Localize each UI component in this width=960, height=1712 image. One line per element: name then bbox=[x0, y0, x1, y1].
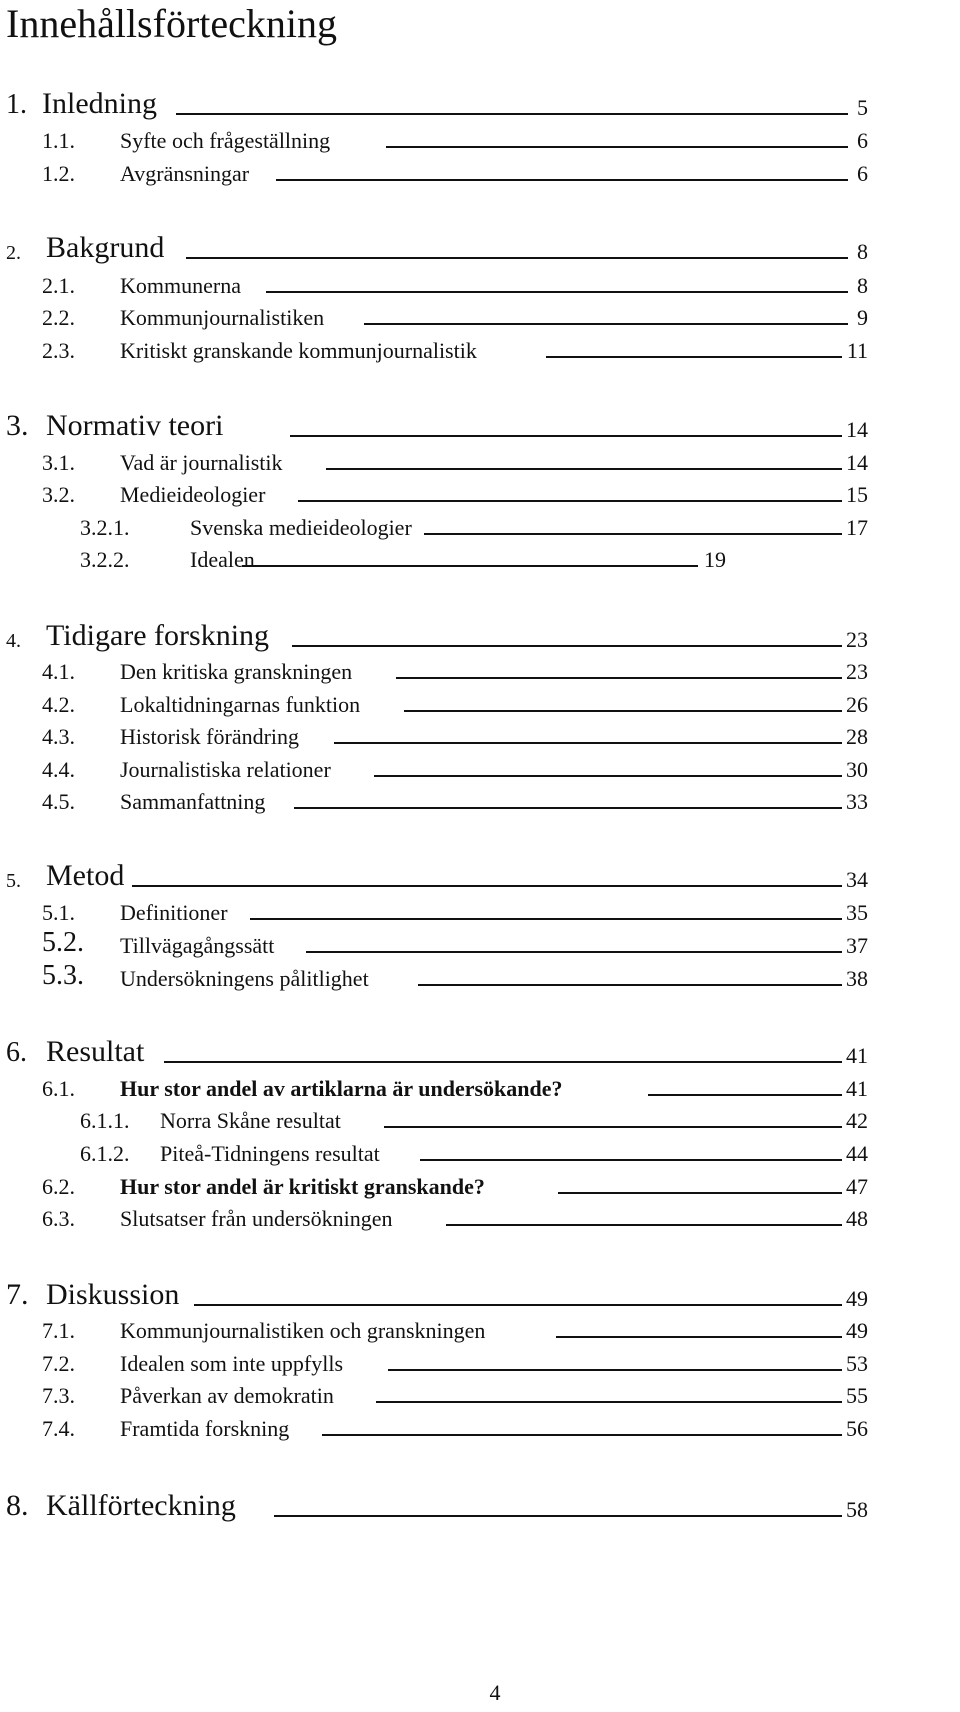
toc-leader-line bbox=[556, 1336, 842, 1338]
toc-entry-number: 6.1.1. bbox=[80, 1108, 130, 1133]
toc-entry-number: 4.1. bbox=[42, 659, 75, 684]
toc-entry bbox=[0, 1343, 960, 1375]
toc-entry-title: Påverkan av demokratin bbox=[120, 1383, 334, 1408]
toc-entry bbox=[0, 749, 960, 781]
toc-leader-line bbox=[374, 775, 842, 777]
toc-leader-line bbox=[266, 291, 848, 293]
toc-entry-title: Sammanfattning bbox=[120, 789, 266, 814]
toc-entry bbox=[0, 1375, 960, 1407]
toc-entry bbox=[0, 716, 960, 748]
toc-leader-line bbox=[424, 533, 842, 535]
toc-leader-line bbox=[648, 1094, 842, 1096]
toc-leader-line bbox=[176, 113, 848, 115]
toc-entry bbox=[0, 781, 960, 813]
toc-entry-page: 49 bbox=[846, 1318, 868, 1343]
toc-entry-title: Norra Skåne resultat bbox=[160, 1108, 341, 1133]
toc-entry bbox=[0, 958, 960, 990]
toc-leader-line bbox=[242, 565, 698, 567]
toc-entry-number: 1.1. bbox=[42, 128, 75, 153]
toc-entry-title: Slutsatser från undersökningen bbox=[120, 1206, 393, 1231]
toc-entry-title: Resultat bbox=[46, 1035, 145, 1068]
toc-entry-page: 5 bbox=[857, 95, 868, 120]
toc-entry-title: Hur stor andel är kritiskt granskande? bbox=[120, 1174, 485, 1199]
toc-entry-page: 34 bbox=[846, 867, 868, 892]
toc-entry-number: 3.1. bbox=[42, 450, 75, 475]
toc-entry bbox=[0, 87, 960, 119]
toc-entry-page: 17 bbox=[846, 515, 868, 540]
toc-entry-page: 41 bbox=[846, 1043, 868, 1068]
toc-leader-line bbox=[396, 677, 842, 679]
toc-entry bbox=[0, 231, 960, 263]
toc-entry bbox=[0, 265, 960, 297]
toc-entry-page: 44 bbox=[846, 1141, 868, 1166]
toc-entry-title: Metod bbox=[46, 859, 125, 892]
toc-entry-number: 4.3. bbox=[42, 724, 75, 749]
toc-entry-title: Journalistiska relationer bbox=[120, 757, 331, 782]
page-number: 4 bbox=[489, 1680, 501, 1705]
toc-entry bbox=[0, 409, 960, 441]
toc-leader-line bbox=[322, 1434, 842, 1436]
toc-entry-title: Historisk förändring bbox=[120, 724, 300, 749]
toc-entry-page: 53 bbox=[846, 1351, 868, 1376]
toc-leader-line bbox=[420, 1159, 842, 1161]
toc-entry bbox=[0, 1035, 960, 1067]
toc-entry-page: 41 bbox=[846, 1076, 868, 1101]
toc-entry bbox=[0, 684, 960, 716]
toc-entry bbox=[0, 507, 960, 539]
toc-entry bbox=[0, 1278, 960, 1310]
toc-leader-line bbox=[404, 710, 842, 712]
toc-leader-line bbox=[298, 500, 842, 502]
toc-entry-page: 14 bbox=[846, 417, 868, 442]
toc-entry-title: Tillvägagångssätt bbox=[120, 933, 275, 958]
toc-entry-page: 33 bbox=[846, 789, 868, 814]
toc-entry-page: 38 bbox=[846, 966, 868, 991]
toc-leader-line bbox=[194, 1304, 842, 1306]
toc-entry-page: 9 bbox=[857, 305, 868, 330]
toc-leader-line bbox=[388, 1369, 842, 1371]
toc-entry-number: 4. bbox=[6, 630, 21, 652]
toc-entry-page: 55 bbox=[846, 1383, 868, 1408]
toc-entry-page: 11 bbox=[846, 338, 868, 363]
toc-entry-number: 4.2. bbox=[42, 692, 75, 717]
toc-entry-title: Avgränsningar bbox=[120, 161, 250, 186]
toc-entry bbox=[0, 1408, 960, 1440]
toc-entry-page: 8 bbox=[857, 239, 868, 264]
toc-leader-line bbox=[364, 323, 848, 325]
toc-leader-line bbox=[384, 1126, 842, 1128]
toc-entry-number: 4.4. bbox=[42, 757, 75, 782]
toc-entry-title: Kommunjournalistiken och granskningen bbox=[120, 1318, 486, 1343]
toc-entry-number: 5. bbox=[6, 870, 21, 892]
toc-entry-number: 7.3. bbox=[42, 1383, 75, 1408]
toc-entry-page: 8 bbox=[857, 273, 868, 298]
toc-leader-line bbox=[326, 468, 842, 470]
toc-entry-page: 58 bbox=[846, 1497, 868, 1522]
toc-entry bbox=[0, 1166, 960, 1198]
toc-entry-number: 6.2. bbox=[42, 1174, 75, 1199]
toc-entry-title: Kritiskt granskande kommunjournalistik bbox=[120, 338, 477, 363]
toc-entry-page: 14 bbox=[846, 450, 868, 475]
toc-entry-number: 4.5. bbox=[42, 789, 75, 814]
toc-entry-page: 15 bbox=[846, 482, 868, 507]
toc-entry-number: 3.2. bbox=[42, 482, 75, 507]
toc-entry-number: 3. bbox=[6, 409, 29, 442]
toc-entry-number: 8. bbox=[6, 1489, 29, 1522]
toc-entry-page: 6 bbox=[857, 128, 868, 153]
toc-entry-number: 3.2.1. bbox=[80, 515, 130, 540]
toc-leader-line bbox=[186, 257, 848, 259]
toc-entry-title: Kommunerna bbox=[120, 273, 241, 298]
toc-entry-page: 23 bbox=[846, 627, 868, 652]
toc-leader-line bbox=[276, 179, 848, 181]
toc-entry-number: 5.1. bbox=[42, 900, 75, 925]
toc-entry-title: Bakgrund bbox=[46, 231, 165, 264]
toc-entry-page: 48 bbox=[846, 1206, 868, 1231]
toc-entry-title: Vad är journalistik bbox=[120, 450, 283, 475]
toc-entry-title: Den kritiska granskningen bbox=[120, 659, 353, 684]
toc-entry-number: 5.3. bbox=[42, 960, 84, 991]
toc-entry-title: Inledning bbox=[42, 87, 157, 120]
toc-entry bbox=[0, 651, 960, 683]
toc-entry-number: 6.1.2. bbox=[80, 1141, 130, 1166]
toc-entry bbox=[0, 1068, 960, 1100]
toc-entry-page: 35 bbox=[846, 900, 868, 925]
toc-entry-title: Hur stor andel av artiklarna är undersökande? bbox=[120, 1076, 563, 1101]
toc-entry-page: 42 bbox=[846, 1108, 868, 1133]
toc-entry-page: 56 bbox=[846, 1416, 868, 1441]
toc-entry bbox=[0, 859, 960, 891]
toc-entry-title: Kommunjournalistiken bbox=[120, 305, 325, 330]
toc-entry bbox=[0, 297, 960, 329]
toc-entry-title: Källförteckning bbox=[46, 1489, 236, 1522]
toc-leader-line bbox=[274, 1515, 842, 1517]
toc-leader-line bbox=[376, 1401, 842, 1403]
toc-entry-page: 47 bbox=[846, 1174, 868, 1199]
toc-entry-number: 7.2. bbox=[42, 1351, 75, 1376]
toc-leader-line bbox=[250, 918, 842, 920]
toc-entry-title: Undersökningens pålitlighet bbox=[120, 966, 369, 991]
toc-entry-number: 3.2.2. bbox=[80, 547, 130, 572]
toc-leader-line bbox=[546, 356, 842, 358]
toc-entry-number: 2.3. bbox=[42, 338, 75, 363]
toc-leader-line bbox=[294, 807, 842, 809]
toc-leader-line bbox=[132, 885, 842, 887]
toc-entry-page: 19 bbox=[704, 547, 726, 572]
toc-entry-number: 6.1. bbox=[42, 1076, 75, 1101]
toc-entry-number: 2. bbox=[6, 242, 21, 264]
toc-entry-title: Piteå-Tidningens resultat bbox=[160, 1141, 380, 1166]
toc-entry-title: Idealen som inte uppfylls bbox=[120, 1351, 344, 1376]
toc-entry-title: Tidigare forskning bbox=[46, 619, 270, 652]
toc-leader-line bbox=[290, 435, 842, 437]
toc-entry-page: 6 bbox=[857, 161, 868, 186]
toc-entry bbox=[0, 153, 960, 185]
toc-entry bbox=[0, 1489, 960, 1521]
toc-entry-page: 49 bbox=[846, 1286, 868, 1311]
toc-entry bbox=[0, 442, 960, 474]
toc-entry bbox=[0, 1133, 960, 1165]
toc-leader-line bbox=[418, 984, 842, 986]
toc-entry bbox=[0, 619, 960, 651]
toc-entry-number: 7. bbox=[6, 1278, 29, 1311]
toc-entry-number: 5.2. bbox=[42, 927, 84, 958]
toc-entry-title: Definitioner bbox=[120, 900, 228, 925]
toc-entry bbox=[0, 474, 960, 506]
toc-entry-page: 30 bbox=[846, 757, 868, 782]
toc-entry-title: Medieideologier bbox=[120, 482, 266, 507]
toc-entry bbox=[0, 1198, 960, 1230]
toc-entry-number: 2.2. bbox=[42, 305, 75, 330]
toc-leader-line bbox=[334, 742, 842, 744]
toc-entry-number: 7.4. bbox=[42, 1416, 75, 1441]
toc-leader-line bbox=[164, 1061, 842, 1063]
toc-entry bbox=[0, 1100, 960, 1132]
toc-entry bbox=[0, 892, 960, 924]
toc-entry-title: Idealen bbox=[190, 547, 255, 572]
toc-entry-title: Normativ teori bbox=[46, 409, 224, 442]
toc-leader-line bbox=[306, 951, 842, 953]
toc-leader-line bbox=[386, 146, 848, 148]
toc-entry-title: Syfte och frågeställning bbox=[120, 128, 331, 153]
toc-entry-page: 28 bbox=[846, 724, 868, 749]
toc-entry-number: 7.1. bbox=[42, 1318, 75, 1343]
toc-entry-number: 1.2. bbox=[42, 161, 75, 186]
toc-entry-title: Diskussion bbox=[46, 1278, 180, 1311]
toc-entry-number: 1. bbox=[6, 89, 27, 120]
toc-leader-line bbox=[446, 1224, 842, 1226]
toc-entry bbox=[0, 1310, 960, 1342]
toc-entry-title: Lokaltidningarnas funktion bbox=[120, 692, 361, 717]
toc-entry-number: 6.3. bbox=[42, 1206, 75, 1231]
toc-entry-number: 6. bbox=[6, 1037, 27, 1068]
toc-leader-line bbox=[558, 1192, 842, 1194]
toc-entry-page: 37 bbox=[846, 933, 868, 958]
toc-entry bbox=[0, 539, 960, 571]
toc-entry-title: Svenska medieideologier bbox=[190, 515, 412, 540]
page-title: Innehållsförteckning bbox=[6, 1, 337, 46]
toc-entry bbox=[0, 925, 960, 957]
toc-entry-number: 2.1. bbox=[42, 273, 75, 298]
toc-entry bbox=[0, 330, 960, 362]
toc-entry-page: 26 bbox=[846, 692, 868, 717]
toc-entry bbox=[0, 120, 960, 152]
toc-leader-line bbox=[292, 645, 842, 647]
toc-entry-title: Framtida forskning bbox=[120, 1416, 290, 1441]
toc-entry-page: 23 bbox=[846, 659, 868, 684]
